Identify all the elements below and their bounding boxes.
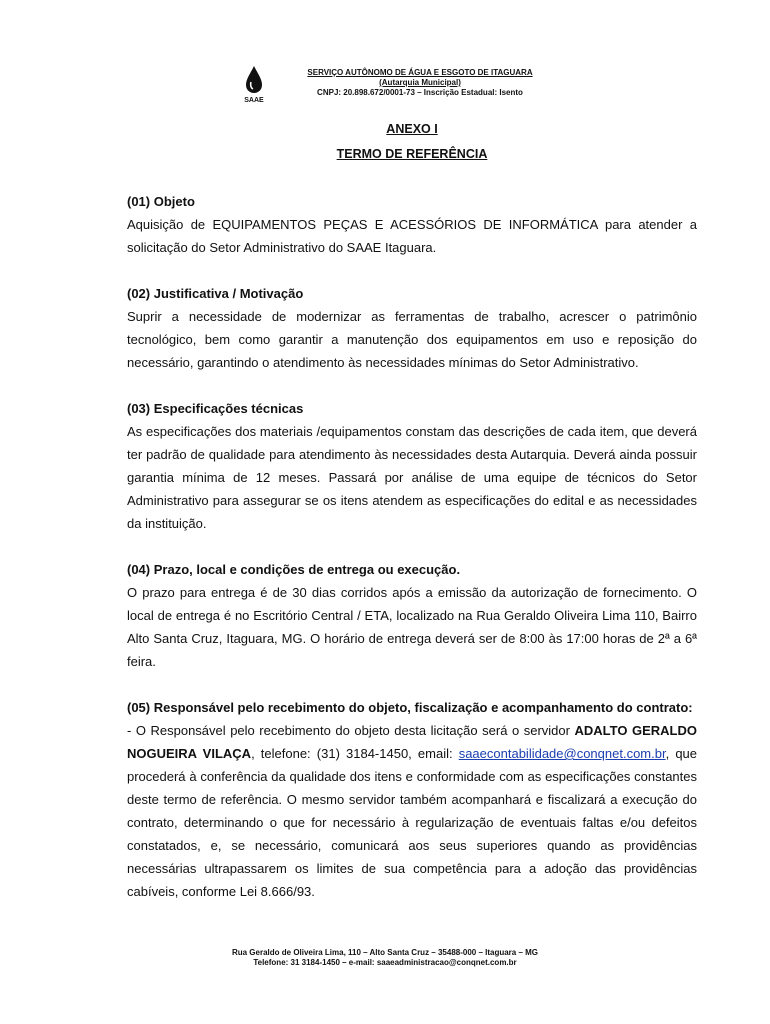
annex-title: ANEXO I xyxy=(386,122,438,136)
section-heading: (02) Justificativa / Motivação xyxy=(127,286,304,301)
responsible-name: ADALTO GERALDO NOGUEIRA VILAÇA xyxy=(127,723,697,761)
section-heading: (01) Objeto xyxy=(127,194,195,209)
letterhead xyxy=(270,68,570,98)
responsible-email-link[interactable]: saaecontabilidade@conqnet.com.br xyxy=(458,746,666,761)
responsible-details: , que procederá à conferência da qualidade dos itens e conformidade com as especificações constantes deste termo de referência. O mesmo servidor também acompanhará e fiscalizará a execução do contrato, determinando o que for necessário à regularização de eventuais faltas e/ou defeitos constatados, e, se necessário, comunicará aos seus superiores quando as providências necessárias ultrapassarem os limites de sua competência para a adoção das providências cabíveis, conforme Lei 8.666/93. xyxy=(127,746,698,899)
section-text: O prazo para entrega é de 30 dias corridos após a emissão da autorização de fornecimento. O local de entrega é no Escritório Central / ETA, localizado na Rua Geraldo Oliveira Lima 110, Bairro Alto Santa Cruz, Itaguara, MG. O horário de entrega deverá ser de 8:00 às 17:00 horas de 2ª a 6ª feira. xyxy=(127,585,697,669)
section-text xyxy=(127,719,697,903)
section-objeto xyxy=(127,190,697,259)
footer-contact: Telefone: 31 3184-1450 – e-mail: saaeadministracao@conqnet.com.br xyxy=(253,958,517,967)
section-text: Suprir a necessidade de modernizar as ferramentas de trabalho, acrescer o patrimônio tecnológico, bem como garantir a manutenção dos equipamentos em uso e reposição do necessário, garantindo o atendimento às necessidades mínimas do Setor Administrativo. xyxy=(127,309,697,370)
term-title: TERMO DE REFERÊNCIA xyxy=(336,147,488,161)
document-titles xyxy=(0,122,770,172)
section-justificativa xyxy=(127,282,697,374)
org-cnpj: CNPJ: 20.898.672/0001-73 – Inscrição Estadual: Isento xyxy=(317,88,523,97)
section-especificacoes xyxy=(127,397,697,535)
logo-text: SAAE xyxy=(244,97,264,104)
page-footer xyxy=(0,948,770,968)
org-name: SERVIÇO AUTÔNOMO DE ÁGUA E ESGOTO DE ITAGUARA xyxy=(307,68,533,77)
section-heading: (03) Especificações técnicas xyxy=(127,401,304,416)
section-heading: (04) Prazo, local e condições de entrega ou execução. xyxy=(127,562,461,577)
section-text: Aquisição de EQUIPAMENTOS PEÇAS E ACESSÓRIOS DE INFORMÁTICA para atender a solicitação do Setor Administrativo do SAAE Itaguara. xyxy=(127,217,697,255)
org-subtitle: (Autarquia Municipal) xyxy=(379,78,461,87)
footer-address: Rua Geraldo de Oliveira Lima, 110 – Alto Santa Cruz – 35488-000 – Itaguara – MG xyxy=(231,948,539,957)
section-heading: (05) Responsável pelo recebimento do objeto, fiscalização e acompanhamento do contrato: xyxy=(127,700,693,715)
section-prazo xyxy=(127,558,697,673)
document-body xyxy=(127,190,697,926)
saae-logo-icon xyxy=(240,64,268,104)
responsible-phone: , telefone: (31) 3184-1450, email: xyxy=(251,746,459,761)
section-responsavel xyxy=(127,696,697,903)
section-text: As especificações dos materiais /equipamentos constam das descrições de cada item, que deverá ter padrão de qualidade para atendimento às necessidades desta Autarquia. Deverá ainda possuir garantia mínima de 12 meses. Passará por análise de uma equipe de técnicos do Setor Administrativo para assegurar se os itens atendem as especificações do edital e as necessidades da instituição. xyxy=(127,424,697,531)
responsible-intro: - O Responsável pelo recebimento do objeto desta licitação será o servidor xyxy=(127,723,575,738)
